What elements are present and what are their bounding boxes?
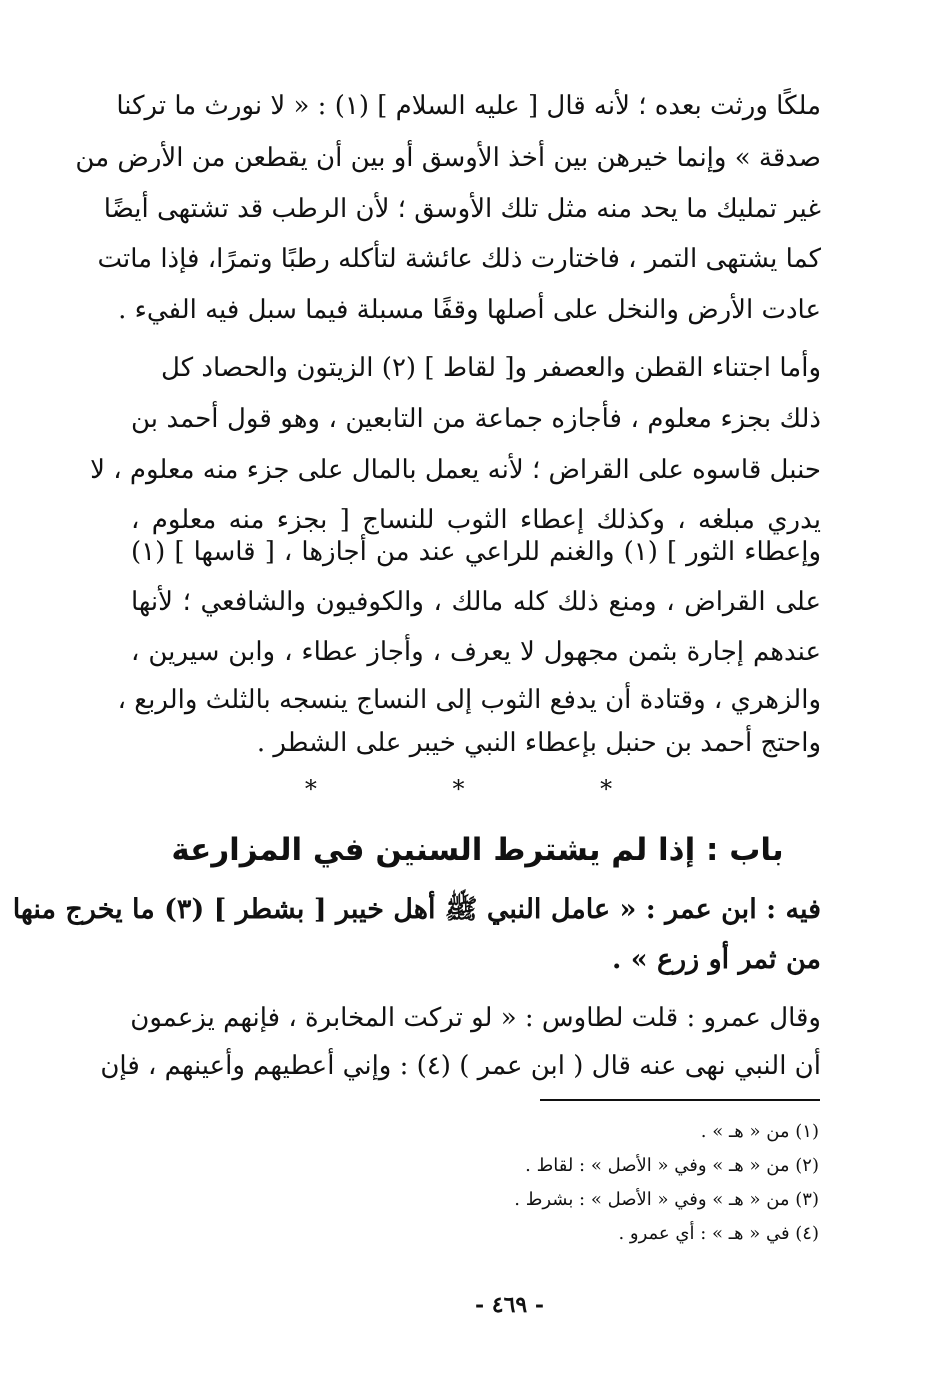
text-line: عادت الأرض والنخل على أصلها وقفًا مسبلة فيما سبل فيه الفيء . bbox=[118, 295, 821, 325]
footnote-rule bbox=[540, 1099, 820, 1101]
hadith-line: من ثمر أو زرع » . bbox=[611, 944, 821, 975]
chapter-heading: باب : إذا لم يشترط السنين في المزارعة bbox=[171, 832, 784, 868]
text-line: يدري مبلغه ، وكذلك إعطاء الثوب للنساج [ بجزء منه معلوم ، bbox=[131, 505, 821, 535]
text-line: حنبل قاسوه على القراض ؛ لأنه يعمل بالمال على جزء منه معلوم ، لا bbox=[90, 455, 821, 485]
section-separator: * * * bbox=[304, 775, 677, 803]
footnote: (١) من « هـ » . bbox=[700, 1121, 819, 1142]
footnote: (٤) في « هـ » : أي عمرو . bbox=[618, 1223, 819, 1244]
text-line: أن النبي نهى عنه قال ( ابن عمر ) (٤) : وإني أعطيهم وأعينهم ، فإن bbox=[100, 1051, 821, 1081]
text-line: على القراض ، ومنع ذلك كله مالك ، والكوفيون والشافعي ؛ لأنها bbox=[131, 587, 821, 617]
text-line: وأما اجتناء القطن والعصفر و[ لقاط ] (٢) الزيتون والحصاد كل bbox=[161, 353, 821, 383]
hadith-line: فيه : ابن عمر : « عامل النبي ﷺ أهل خيبر [ بشطر ] (٣) ما يخرج منها bbox=[12, 894, 821, 925]
text-line: ذلك بجزء معلوم ، فأجازه جماعة من التابعين ، وهو قول أحمد بن bbox=[131, 404, 821, 434]
page-number: - ٤٦٩ - bbox=[474, 1292, 545, 1318]
text-line: كما يشتهى التمر ، فاختارت ذلك عائشة لتأكله رطبًا وتمرًا، فإذا ماتت bbox=[97, 244, 821, 274]
text-line: واحتج أحمد بن حنبل بإعطاء النبي خيبر على الشطر . bbox=[256, 728, 821, 758]
footnote: (٢) من « هـ » وفي « الأصل » : لقاط . bbox=[525, 1155, 819, 1176]
text-line: وقال عمرو : قلت لطاوس : « لو تركت المخابرة ، فإنهم يزعمون bbox=[130, 1003, 821, 1033]
text-line: غير تمليك ما يحد منه مثل تلك الأوسق ؛ لأن الرطب قد تشتهى أيضًا bbox=[103, 194, 821, 224]
text-line: وإعطاء الثور ] (١) والغنم للراعي عند من أجازها ، [ قاسها ] (١) bbox=[131, 537, 821, 567]
text-line: عندهم إجارة بثمن مجهول لا يعرف ، وأجاز عطاء ، وابن سيرين ، bbox=[131, 637, 821, 667]
footnote: (٣) من « هـ » وفي « الأصل » : بشرط . bbox=[514, 1189, 819, 1210]
text-line: صدقة » وإنما خيرهن بين أخذ الأوسق أو بين أن يقطعن من الأرض من bbox=[75, 143, 821, 173]
text-line: ملكًا ورثت بعده ؛ لأنه قال [ عليه السلام ] (١) : « لا نورث ما تركنا bbox=[116, 91, 821, 121]
text-line: والزهري ، وقتادة أن يدفع الثوب إلى النساج ينسجه بالثلث والربع ، bbox=[117, 685, 821, 715]
